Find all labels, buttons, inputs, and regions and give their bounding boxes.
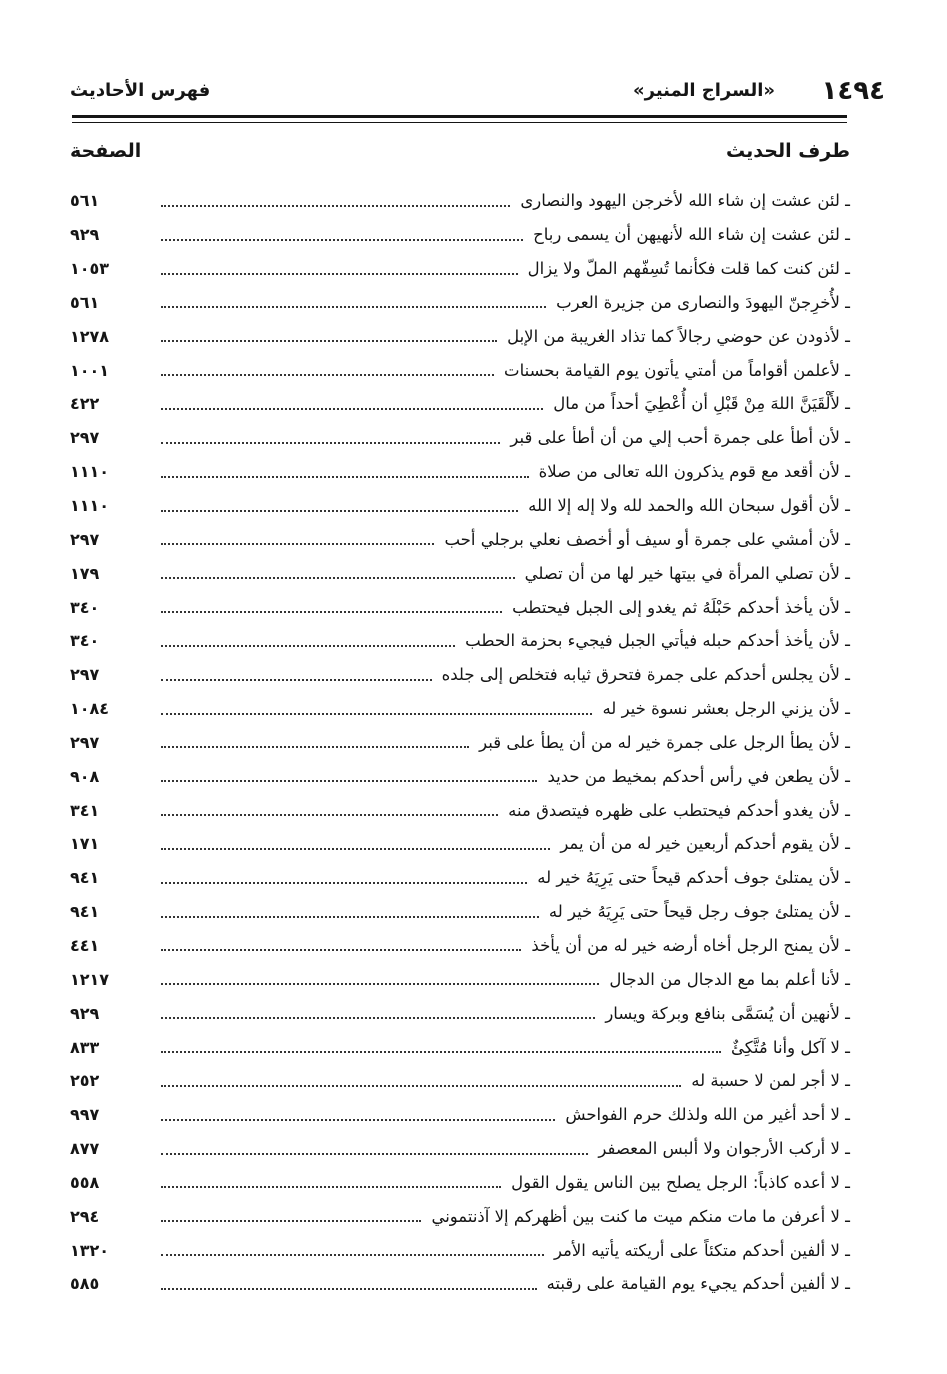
dot-leader	[161, 941, 521, 951]
entry-text: ـ لا أحد أغير من الله ولذلك حرم الفواحش	[565, 1105, 850, 1125]
index-entry	[70, 286, 850, 320]
index-entry	[70, 590, 850, 624]
entry-text: ـ لأَلْقَيَنَّ اللهَ مِنْ قَبْلِ أن أُعْطِيَ أحداً من مال	[553, 394, 850, 414]
entry-text: ـ لأن يمنح الرجل أخاه أرضه خير له من أن يأخذ	[531, 935, 850, 955]
entry-page-number: ١٧٩	[70, 563, 100, 583]
entry-text: ـ لأن أمشي على جمرة أو سيف أو أخصف نعلي برجلي أحب	[444, 529, 850, 549]
dot-leader	[161, 738, 469, 748]
column-headings	[70, 140, 850, 170]
header-rule-thin	[72, 122, 847, 123]
dot-leader	[161, 434, 500, 444]
entry-page-number: ٣٤١	[70, 800, 100, 820]
entry-text: ـ لأُخرِجنّ اليهودَ والنصارى من جزيرة العرب	[556, 292, 850, 312]
entry-text: ـ لا أركب الأرجوان ولا ألبس المعصفر	[598, 1139, 850, 1159]
entry-text: ـ لأعلمن أقواماً من أمتي يأتون يوم القيامة بحسنات	[504, 360, 850, 380]
index-entry	[70, 895, 850, 929]
index-entry	[70, 1132, 850, 1166]
entry-page-number: ١٢١٧	[70, 969, 110, 989]
entry-text: ـ لأن أطأ على جمرة أحب إلي من أن أطأ على قبر	[510, 428, 850, 448]
column-heading-hadith: طرف الحديث	[726, 140, 850, 162]
index-entry	[70, 319, 850, 353]
entry-text: ـ لا أعرفن ما مات منكم ميت ما كنت بين أظهركم إلا آذنتموني	[431, 1206, 850, 1226]
entry-text: ـ لا ألفين أحدكم يجيء يوم القيامة على رقبته	[546, 1274, 850, 1294]
entry-text: ـ لا أعده كاذباً: الرجل يصلح بين الناس يقول القول	[511, 1172, 850, 1192]
entry-page-number: ١٠٥٣	[70, 259, 110, 279]
entry-page-number: ٩٢٩	[70, 1003, 100, 1023]
dot-leader	[161, 366, 494, 376]
entry-page-number: ٩٩٧	[70, 1105, 100, 1125]
index-entry	[70, 489, 850, 523]
index-entry	[70, 421, 850, 455]
page-number: ١٤٩٤	[821, 76, 885, 106]
entry-page-number: ١٠٠١	[70, 360, 110, 380]
entry-page-number: ٢٥٢	[70, 1071, 100, 1091]
dot-leader	[161, 1009, 595, 1019]
entry-page-number: ٢٩٧	[70, 428, 100, 448]
dot-leader	[161, 231, 523, 241]
entry-text: ـ لئن كنت كما قلت فكأنما تُسِفّهم الملّ ولا يزال	[527, 259, 850, 279]
entry-text: ـ لأنا أعلم بما مع الدجال من الدجال	[609, 969, 850, 989]
dot-leader	[161, 772, 537, 782]
entry-page-number: ٥٥٨	[70, 1172, 100, 1192]
entry-page-number: ٩٠٨	[70, 766, 100, 786]
index-entry	[70, 1098, 850, 1132]
entry-page-number: ٢٩٤	[70, 1206, 100, 1226]
index-entry	[70, 353, 850, 387]
entry-page-number: ١١١٠	[70, 462, 110, 482]
index-entry	[70, 455, 850, 489]
entry-page-number: ٩٤١	[70, 902, 100, 922]
entry-text: ـ لئن عشت إن شاء الله لأنهيهن أن يسمى رباح	[533, 225, 850, 245]
dot-leader	[161, 637, 455, 647]
dot-leader	[161, 400, 543, 410]
entry-page-number: ٢٩٧	[70, 665, 100, 685]
index-entry	[70, 1165, 850, 1199]
entry-text: ـ لأن يزني الرجل بعشر نسوة خير له	[602, 699, 850, 719]
index-entry	[70, 624, 850, 658]
entry-page-number: ٤٢٢	[70, 394, 100, 414]
entry-page-number: ٥٨٥	[70, 1274, 100, 1294]
entry-page-number: ٨٧٧	[70, 1139, 100, 1159]
entry-text: ـ لأن أقعد مع قوم يذكرون الله تعالى من صلاة	[538, 462, 850, 482]
entry-text: ـ لأن تصلي المرأة في بيتها خير لها من أن تصلي	[524, 563, 850, 583]
index-entry	[70, 1030, 850, 1064]
index-entry	[70, 1233, 850, 1267]
index-entry	[70, 184, 850, 218]
dot-leader	[161, 874, 527, 884]
dot-leader	[161, 197, 510, 207]
dot-leader	[161, 1246, 544, 1256]
dot-leader	[161, 502, 518, 512]
entry-text: ـ لا أجر لمن لا حسبة له	[691, 1071, 850, 1091]
dot-leader	[161, 1212, 421, 1222]
index-entry	[70, 1199, 850, 1233]
page-header	[70, 78, 885, 106]
entry-page-number: ٥٦١	[70, 191, 100, 211]
dot-leader	[161, 603, 502, 613]
index-entry	[70, 692, 850, 726]
entry-text: ـ لأن يطأ الرجل على جمرة خير له من أن يطأ على قبر	[479, 732, 850, 752]
entry-text: ـ لأن يغدو أحدكم فيحتطب على ظهره فيتصدق منه	[508, 800, 850, 820]
index-entry	[70, 658, 850, 692]
entry-text: ـ لأن يقوم أحدكم أربعين خير له من أن يمر	[560, 834, 850, 854]
index-entry	[70, 827, 850, 861]
entry-text: ـ لئن عشت إن شاء الله لأخرجن اليهود والنصارى	[520, 191, 850, 211]
dot-leader	[161, 1111, 555, 1121]
index-entry	[70, 759, 850, 793]
dot-leader	[161, 1077, 681, 1087]
dot-leader	[161, 840, 550, 850]
column-heading-page: الصفحة	[70, 140, 142, 162]
book-title: «السراج المنير»	[633, 80, 775, 101]
dot-leader	[161, 1043, 721, 1053]
entry-text: ـ لأن يجلس أحدكم على جمرة فتحرق ثيابه فتخلص إلى جلده	[441, 665, 850, 685]
index-entry	[70, 726, 850, 760]
dot-leader	[161, 265, 518, 275]
entry-text: ـ لأن يأخذ أحدكم حبله فيأتي الجبل فيجيء بحزمة الحطب	[465, 631, 850, 651]
index-entry	[70, 218, 850, 252]
entry-page-number: ٤٤١	[70, 935, 100, 955]
entry-page-number: ٨٣٣	[70, 1037, 100, 1057]
dot-leader	[161, 1145, 588, 1155]
index-entry	[70, 793, 850, 827]
entry-text: ـ لأن يمتلئ جوف رجل قيحاً حتى يَرِيَهُ خير له	[548, 902, 850, 922]
entry-page-number: ١٧١	[70, 834, 100, 854]
section-title: فهرس الأحاديث	[70, 80, 211, 101]
entry-page-number: ٩٤١	[70, 868, 100, 888]
index-entry	[70, 861, 850, 895]
index-entry	[70, 1267, 850, 1301]
hadith-index-list	[70, 184, 850, 1301]
index-entry	[70, 1064, 850, 1098]
dot-leader	[161, 1178, 501, 1188]
entry-text: ـ لأن يأخذ أحدكم حَبْلَهُ ثم يغدو إلى الجبل فيحتطب	[512, 597, 850, 617]
entry-page-number: ١٣٢٠	[70, 1240, 110, 1260]
dot-leader	[161, 468, 529, 478]
dot-leader	[161, 908, 539, 918]
dot-leader	[161, 298, 546, 308]
index-entry	[70, 556, 850, 590]
entry-text: ـ لأن أقول سبحان الله والحمد لله ولا إله إلا الله	[528, 496, 850, 516]
dot-leader	[161, 671, 432, 681]
dot-leader	[161, 569, 515, 579]
dot-leader	[161, 806, 498, 816]
entry-text: ـ لأن يطعن في رأس أحدكم بمخيط من حديد	[547, 766, 850, 786]
header-rule-thick	[72, 115, 847, 118]
entry-text: ـ لا ألفين أحدكم متكئاً على أريكته يأتيه الأمر	[553, 1240, 850, 1260]
entry-page-number: ٩٢٩	[70, 225, 100, 245]
entry-text: ـ لأن يمتلئ جوف أحدكم قيحاً حتى يَرِيَهُ خير له	[537, 868, 850, 888]
index-entry	[70, 387, 850, 421]
index-entry	[70, 252, 850, 286]
dot-leader	[161, 332, 497, 342]
entry-page-number: ٣٤٠	[70, 597, 100, 617]
entry-page-number: ٥٦١	[70, 292, 100, 312]
entry-page-number: ١٠٨٤	[70, 699, 110, 719]
dot-leader	[161, 535, 434, 545]
index-entry	[70, 962, 850, 996]
index-entry	[70, 522, 850, 556]
entry-text: ـ لا آكل وأنا مُتَّكِئٌ	[730, 1037, 850, 1057]
index-entry	[70, 996, 850, 1030]
entry-page-number: ١٢٧٨	[70, 326, 110, 346]
entry-page-number: ١١١٠	[70, 496, 110, 516]
dot-leader	[161, 1280, 537, 1290]
entry-page-number: ٢٩٧	[70, 529, 100, 549]
index-entry	[70, 929, 850, 963]
dot-leader	[161, 975, 599, 985]
entry-text: ـ لأنهين أن يُسَمَّى بنافع وبركة ويسار	[605, 1003, 850, 1023]
entry-page-number: ٣٤٠	[70, 631, 100, 651]
entry-page-number: ٢٩٧	[70, 732, 100, 752]
dot-leader	[161, 705, 592, 715]
entry-text: ـ لأذودن عن حوضي رجالاً كما تذاد الغريبة من الإبل	[507, 326, 850, 346]
